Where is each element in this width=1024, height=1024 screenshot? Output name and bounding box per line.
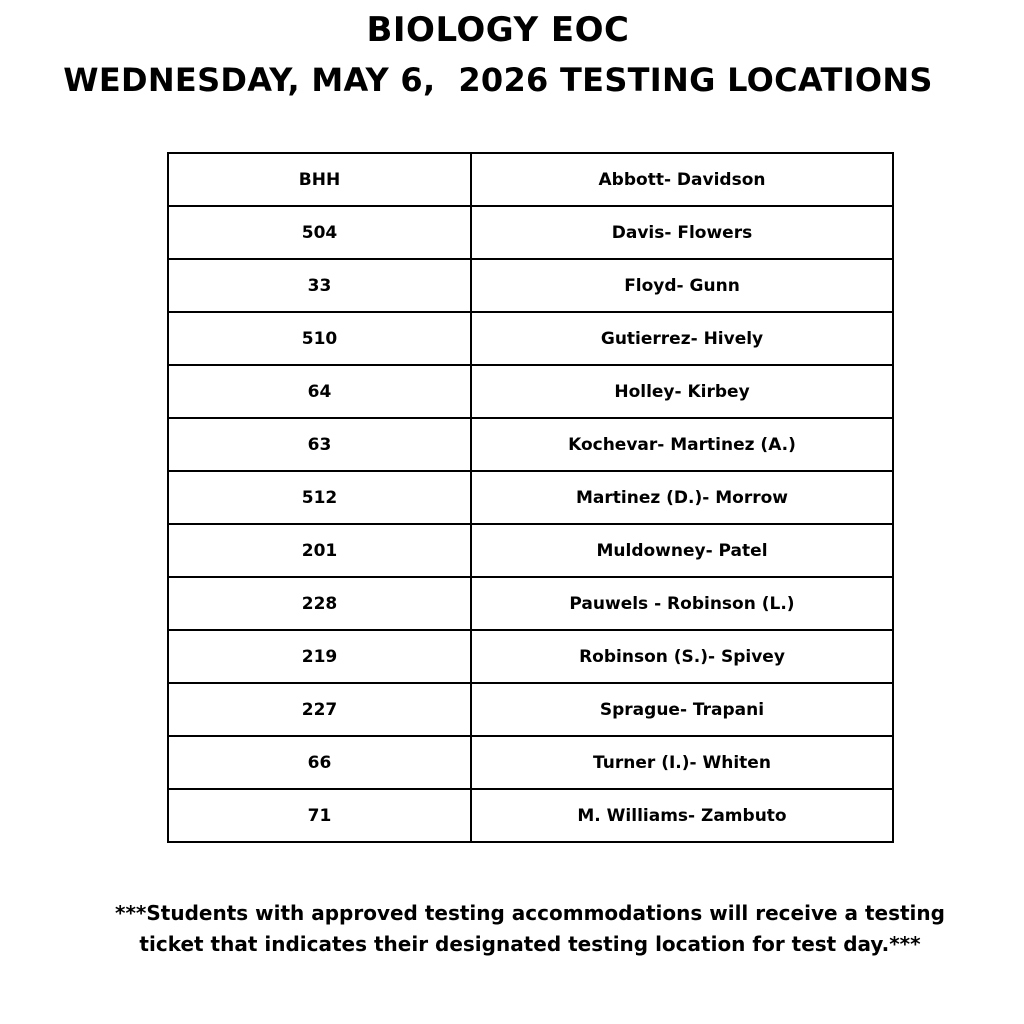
accommodations-note-line-2: ticket that indicates their designated testing location for test day.***	[139, 932, 921, 956]
name-range-cell: Sprague- Trapani	[471, 683, 893, 736]
table-row	[168, 153, 893, 206]
room-cell: 63	[168, 418, 471, 471]
name-range-cell: Davis- Flowers	[471, 206, 893, 259]
name-range-cell: Floyd- Gunn	[471, 259, 893, 312]
table-row	[168, 206, 893, 259]
table-row	[168, 524, 893, 577]
table-row	[168, 418, 893, 471]
accommodations-note-line-1: ***Students with approved testing accommodations will receive a testing	[115, 901, 945, 925]
table-row	[168, 577, 893, 630]
room-cell: 219	[168, 630, 471, 683]
table-row	[168, 471, 893, 524]
table-row	[168, 789, 893, 842]
testing-locations-table	[167, 152, 894, 843]
name-range-cell: Muldowney- Patel	[471, 524, 893, 577]
room-cell: 228	[168, 577, 471, 630]
table-row	[168, 365, 893, 418]
name-range-cell: Kochevar- Martinez (A.)	[471, 418, 893, 471]
name-range-cell: Gutierrez- Hively	[471, 312, 893, 365]
accommodations-note	[100, 898, 960, 960]
room-cell: 66	[168, 736, 471, 789]
room-cell: 227	[168, 683, 471, 736]
table-row	[168, 683, 893, 736]
room-cell: 201	[168, 524, 471, 577]
name-range-cell: Pauwels - Robinson (L.)	[471, 577, 893, 630]
page-subtitle: WEDNESDAY, MAY 6, 2026 TESTING LOCATIONS	[63, 61, 933, 99]
room-cell: 64	[168, 365, 471, 418]
room-cell: BHH	[168, 153, 471, 206]
room-cell: 33	[168, 259, 471, 312]
name-range-cell: Robinson (S.)- Spivey	[471, 630, 893, 683]
name-range-cell: Abbott- Davidson	[471, 153, 893, 206]
room-cell: 71	[168, 789, 471, 842]
table-row	[168, 736, 893, 789]
room-cell: 504	[168, 206, 471, 259]
room-cell: 510	[168, 312, 471, 365]
table-row	[168, 630, 893, 683]
name-range-cell: M. Williams- Zambuto	[471, 789, 893, 842]
name-range-cell: Martinez (D.)- Morrow	[471, 471, 893, 524]
name-range-cell: Turner (I.)- Whiten	[471, 736, 893, 789]
room-cell: 512	[168, 471, 471, 524]
name-range-cell: Holley- Kirbey	[471, 365, 893, 418]
table-row	[168, 312, 893, 365]
table-row	[168, 259, 893, 312]
page-title: BIOLOGY EOC	[366, 10, 630, 50]
